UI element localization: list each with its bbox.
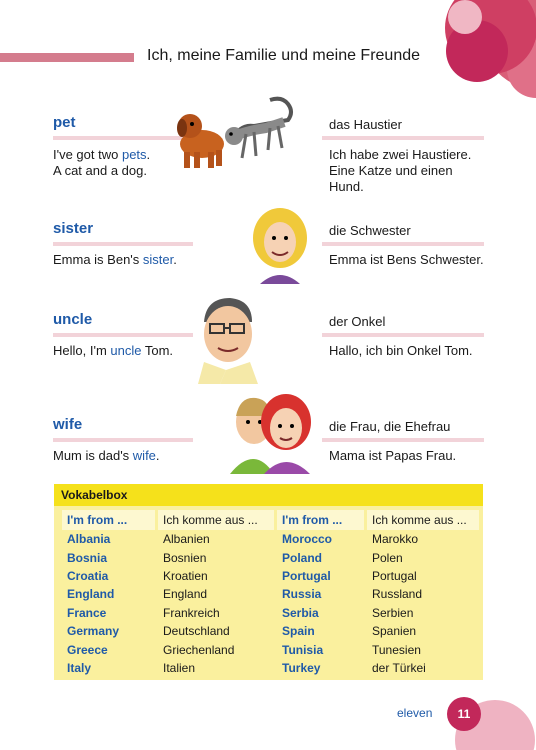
- entry-word: pet: [53, 114, 76, 131]
- entry-translation: die Schwester: [329, 223, 411, 238]
- entry-translation: das Haustier: [329, 117, 402, 132]
- table-row: Italy Italien Turkey der Türkei: [67, 660, 426, 675]
- page-number-badge: 11: [447, 697, 481, 731]
- rule-line: [322, 438, 484, 442]
- example-en: Mum is dad's wife.: [53, 448, 160, 463]
- girl-illustration: [248, 206, 312, 286]
- page-title: Ich, meine Familie und meine Freunde: [147, 47, 421, 64]
- column-header: I'm from ...: [62, 510, 155, 530]
- uncle-illustration: [190, 292, 266, 384]
- table-row: England England Russia Russland: [67, 587, 423, 602]
- decor-circle: [448, 0, 482, 34]
- highlight-word: wife: [132, 448, 156, 463]
- dog-and-cat-illustration: [170, 92, 302, 176]
- entry-translation: der Onkel: [329, 314, 386, 329]
- entry-word: uncle: [53, 311, 93, 328]
- highlight-word: sister: [142, 252, 174, 267]
- example-en: Hello, I'm uncle Tom.: [53, 343, 174, 358]
- table-header-row: [62, 510, 479, 530]
- page-number-word: eleven: [397, 706, 433, 720]
- highlight-word: uncle: [110, 343, 142, 358]
- table-row: Germany Deutschland Spain Spanien: [67, 624, 417, 639]
- column-header: Ich komme aus ...: [367, 510, 479, 530]
- example-de: Hallo, ich bin Onkel Tom.: [329, 343, 473, 358]
- example-en: I've got two pets. A cat and a dog.: [53, 147, 151, 178]
- table-row: France Frankreich Serbia Serbien: [67, 605, 414, 620]
- table-row: Croatia Kroatien Portugal Portugal: [67, 568, 417, 583]
- entry-translation: die Frau, die Ehefrau: [329, 419, 451, 434]
- rule-line: [322, 333, 484, 337]
- example-de: Ich habe zwei Haustiere. Eine Katze und einen Hund.: [329, 147, 472, 194]
- example-de: Mama ist Papas Frau.: [329, 448, 457, 463]
- header-bar: [0, 53, 134, 62]
- table-row: Greece Griechenland Tunisia Tunesien: [67, 642, 421, 657]
- example-de: Emma ist Bens Schwester.: [329, 252, 484, 267]
- rule-line: [322, 136, 484, 140]
- table-row: Albania Albanien Morocco Marokko: [67, 532, 419, 547]
- entry-word: wife: [53, 416, 83, 433]
- entry-word: sister: [53, 220, 94, 237]
- rule-line: [53, 438, 193, 442]
- rule-line: [53, 333, 193, 337]
- column-header: Ich komme aus ...: [158, 510, 274, 530]
- vocabulary-table: [59, 510, 482, 677]
- vocabulary-box: [54, 484, 483, 680]
- couple-illustration: [226, 388, 318, 474]
- column-header: I'm from ...: [277, 510, 364, 530]
- vocabulary-box-header: [54, 484, 483, 506]
- vocabulary-box-title: Vokabelbox: [61, 488, 128, 502]
- example-en: Emma is Ben's sister.: [53, 252, 177, 267]
- rule-line: [53, 242, 193, 246]
- table-row: Bosnia Bosnien Poland Polen: [67, 550, 403, 565]
- rule-line: [322, 242, 484, 246]
- highlight-word: pets: [121, 147, 147, 162]
